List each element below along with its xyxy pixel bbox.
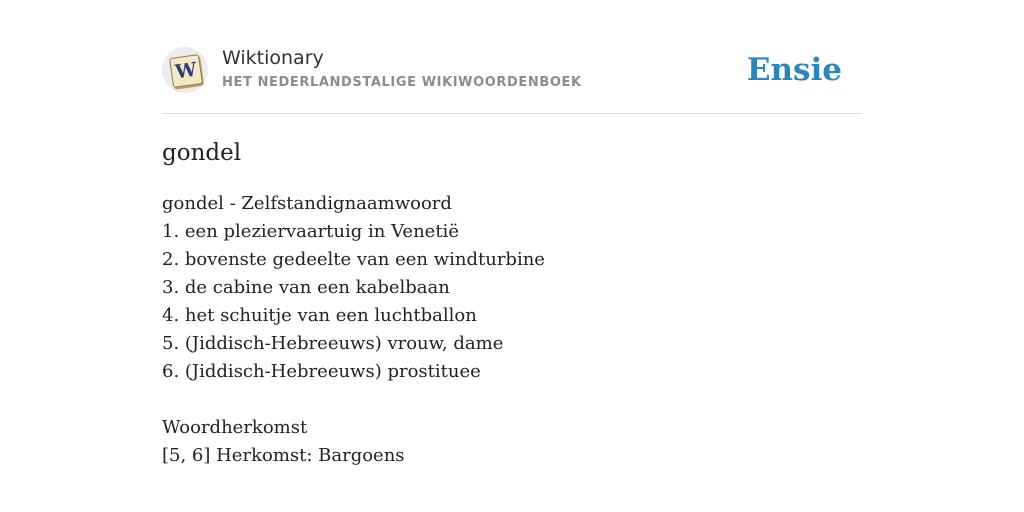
section-spacer [162,386,862,414]
part-of-speech-line: gondel - Zelfstandignaamwoord [162,193,452,214]
site-tagline: HET NEDERLANDSTALIGE WIKIWOORDENBOEK [222,75,582,90]
sense-item: 4. het schuitje van een luchtballon [162,305,477,326]
etymology-text: [5, 6] Herkomst: Bargoens [162,445,405,466]
etymology-heading: Woordherkomst [162,417,308,438]
site-name[interactable]: Wiktionary [222,47,324,69]
sense-item: 5. (Jiddisch-Hebreeuws) vrouw, dame [162,333,504,354]
definition-block [162,190,862,470]
ensie-brand-link[interactable]: Ensie [746,52,842,88]
content-card [162,44,862,470]
site-header [162,44,862,114]
page-title: gondel [162,140,242,166]
wiktionary-logo-icon[interactable] [162,47,208,93]
logo-tile [169,54,203,88]
sense-item: 2. bovenste gedeelte van een windturbine [162,249,545,270]
sense-item: 6. (Jiddisch-Hebreeuws) prostituee [162,361,481,382]
logo-letter: W [173,58,199,84]
sense-item: 3. de cabine van een kabelbaan [162,277,450,298]
sense-item: 1. een pleziervaartuig in Venetië [162,221,459,242]
